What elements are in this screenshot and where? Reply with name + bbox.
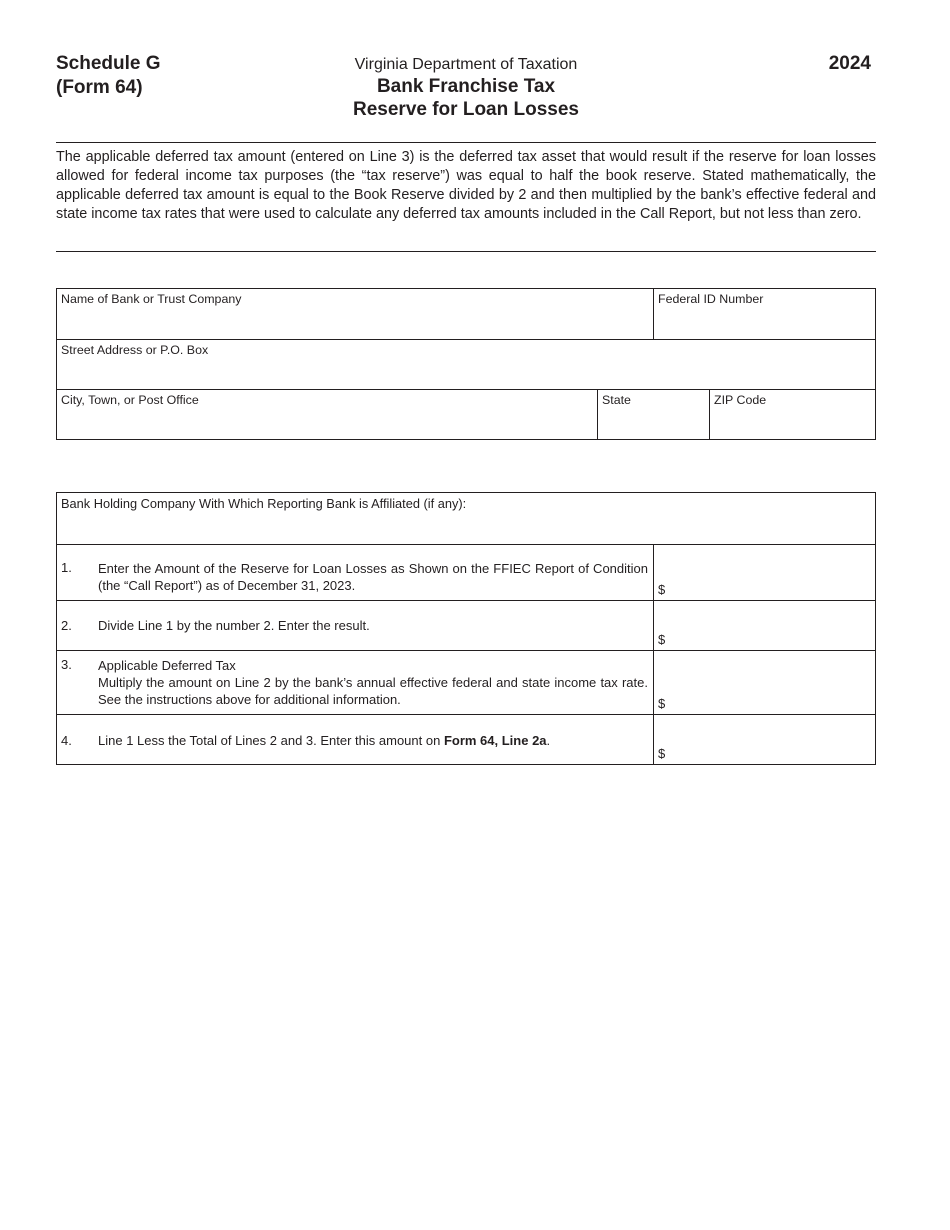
form-title: Bank Franchise Tax xyxy=(376,76,556,97)
line-1-text: Enter the Amount of the Reserve for Loan Losses as Shown on the FFIEC Report of Condition (the “Call Report”) as of December 31, 2023. xyxy=(98,561,648,593)
line-3-amount[interactable] xyxy=(653,651,875,714)
tax-year: 2024 xyxy=(828,53,871,74)
line-4-text xyxy=(98,732,648,749)
line-3-number: 3. xyxy=(61,657,72,672)
line-2-currency: $ xyxy=(658,632,666,647)
line-4-number: 4. xyxy=(61,733,72,748)
form-header xyxy=(56,52,876,124)
schedule-label: Schedule G xyxy=(56,53,161,74)
holding-company-field[interactable] xyxy=(57,493,875,544)
federal-id-field[interactable] xyxy=(653,289,875,339)
line-4-row xyxy=(57,714,875,764)
divider-bottom xyxy=(56,251,876,252)
line-2-text: Divide Line 1 by the number 2. Enter the result. xyxy=(98,618,370,633)
line-2-amount[interactable] xyxy=(653,601,875,650)
city-field[interactable] xyxy=(57,389,597,439)
line-4-amount[interactable] xyxy=(653,715,875,764)
state-label: State xyxy=(602,393,631,407)
line-3-title: Applicable Deferred Tax xyxy=(98,658,236,673)
instructions-paragraph: The applicable deferred tax amount (entered on Line 3) is the deferred tax asset that would result if the reserve for loan losses allowed for federal income tax purposes (the “tax reserve”) was equal to half the book reserve. Stated mathematically, the applicable deferred tax amount is equal to the Book Reserve divided by 2 and then multiplied by the bank’s effective federal and state income tax rates that were used to calculate any deferred tax amounts included in the Call Report, but not less than zero. xyxy=(56,149,876,222)
bank-name-label: Name of Bank or Trust Company xyxy=(61,292,242,306)
line-2-row xyxy=(57,600,875,650)
schedule-id xyxy=(56,52,161,100)
street-address-field[interactable] xyxy=(57,339,875,389)
line-3-currency: $ xyxy=(658,696,666,711)
line-1-amount[interactable] xyxy=(653,545,875,600)
divider-top xyxy=(56,142,876,143)
street-address-label: Street Address or P.O. Box xyxy=(61,343,209,357)
city-label: City, Town, or Post Office xyxy=(61,393,199,407)
zip-label: ZIP Code xyxy=(714,393,767,407)
line-3-text: Multiply the amount on Line 2 by the bank’s annual effective federal and state income tax rate. See the instructions above for additional information. xyxy=(98,675,648,707)
form-number: (Form 64) xyxy=(56,77,143,98)
department-name: Virginia Department of Taxation xyxy=(354,56,578,73)
zip-field[interactable] xyxy=(709,389,875,439)
line-4-form-reference: Form 64, Line 2a xyxy=(443,733,547,748)
line-4-currency: $ xyxy=(658,746,666,761)
line-2-number: 2. xyxy=(61,618,72,633)
state-field[interactable] xyxy=(597,389,709,439)
bank-info-table xyxy=(56,288,876,440)
holding-company-label: Bank Holding Company With Which Reporting Bank is Affiliated (if any): xyxy=(61,496,467,511)
line-1-number: 1. xyxy=(61,560,72,575)
line-1-row xyxy=(57,544,875,600)
form-subtitle: Reserve for Loan Losses xyxy=(353,99,579,120)
line-4-text-after: . xyxy=(546,733,551,748)
line-3-content xyxy=(98,657,648,708)
line-3-row xyxy=(57,650,875,714)
bank-name-field[interactable] xyxy=(57,289,653,339)
line-1-currency: $ xyxy=(658,582,666,597)
federal-id-label: Federal ID Number xyxy=(658,292,764,306)
computation-table xyxy=(56,492,876,765)
line-4-text-before: Line 1 Less the Total of Lines 2 and 3. Enter this amount on xyxy=(98,733,444,748)
form-title-block xyxy=(256,55,676,121)
